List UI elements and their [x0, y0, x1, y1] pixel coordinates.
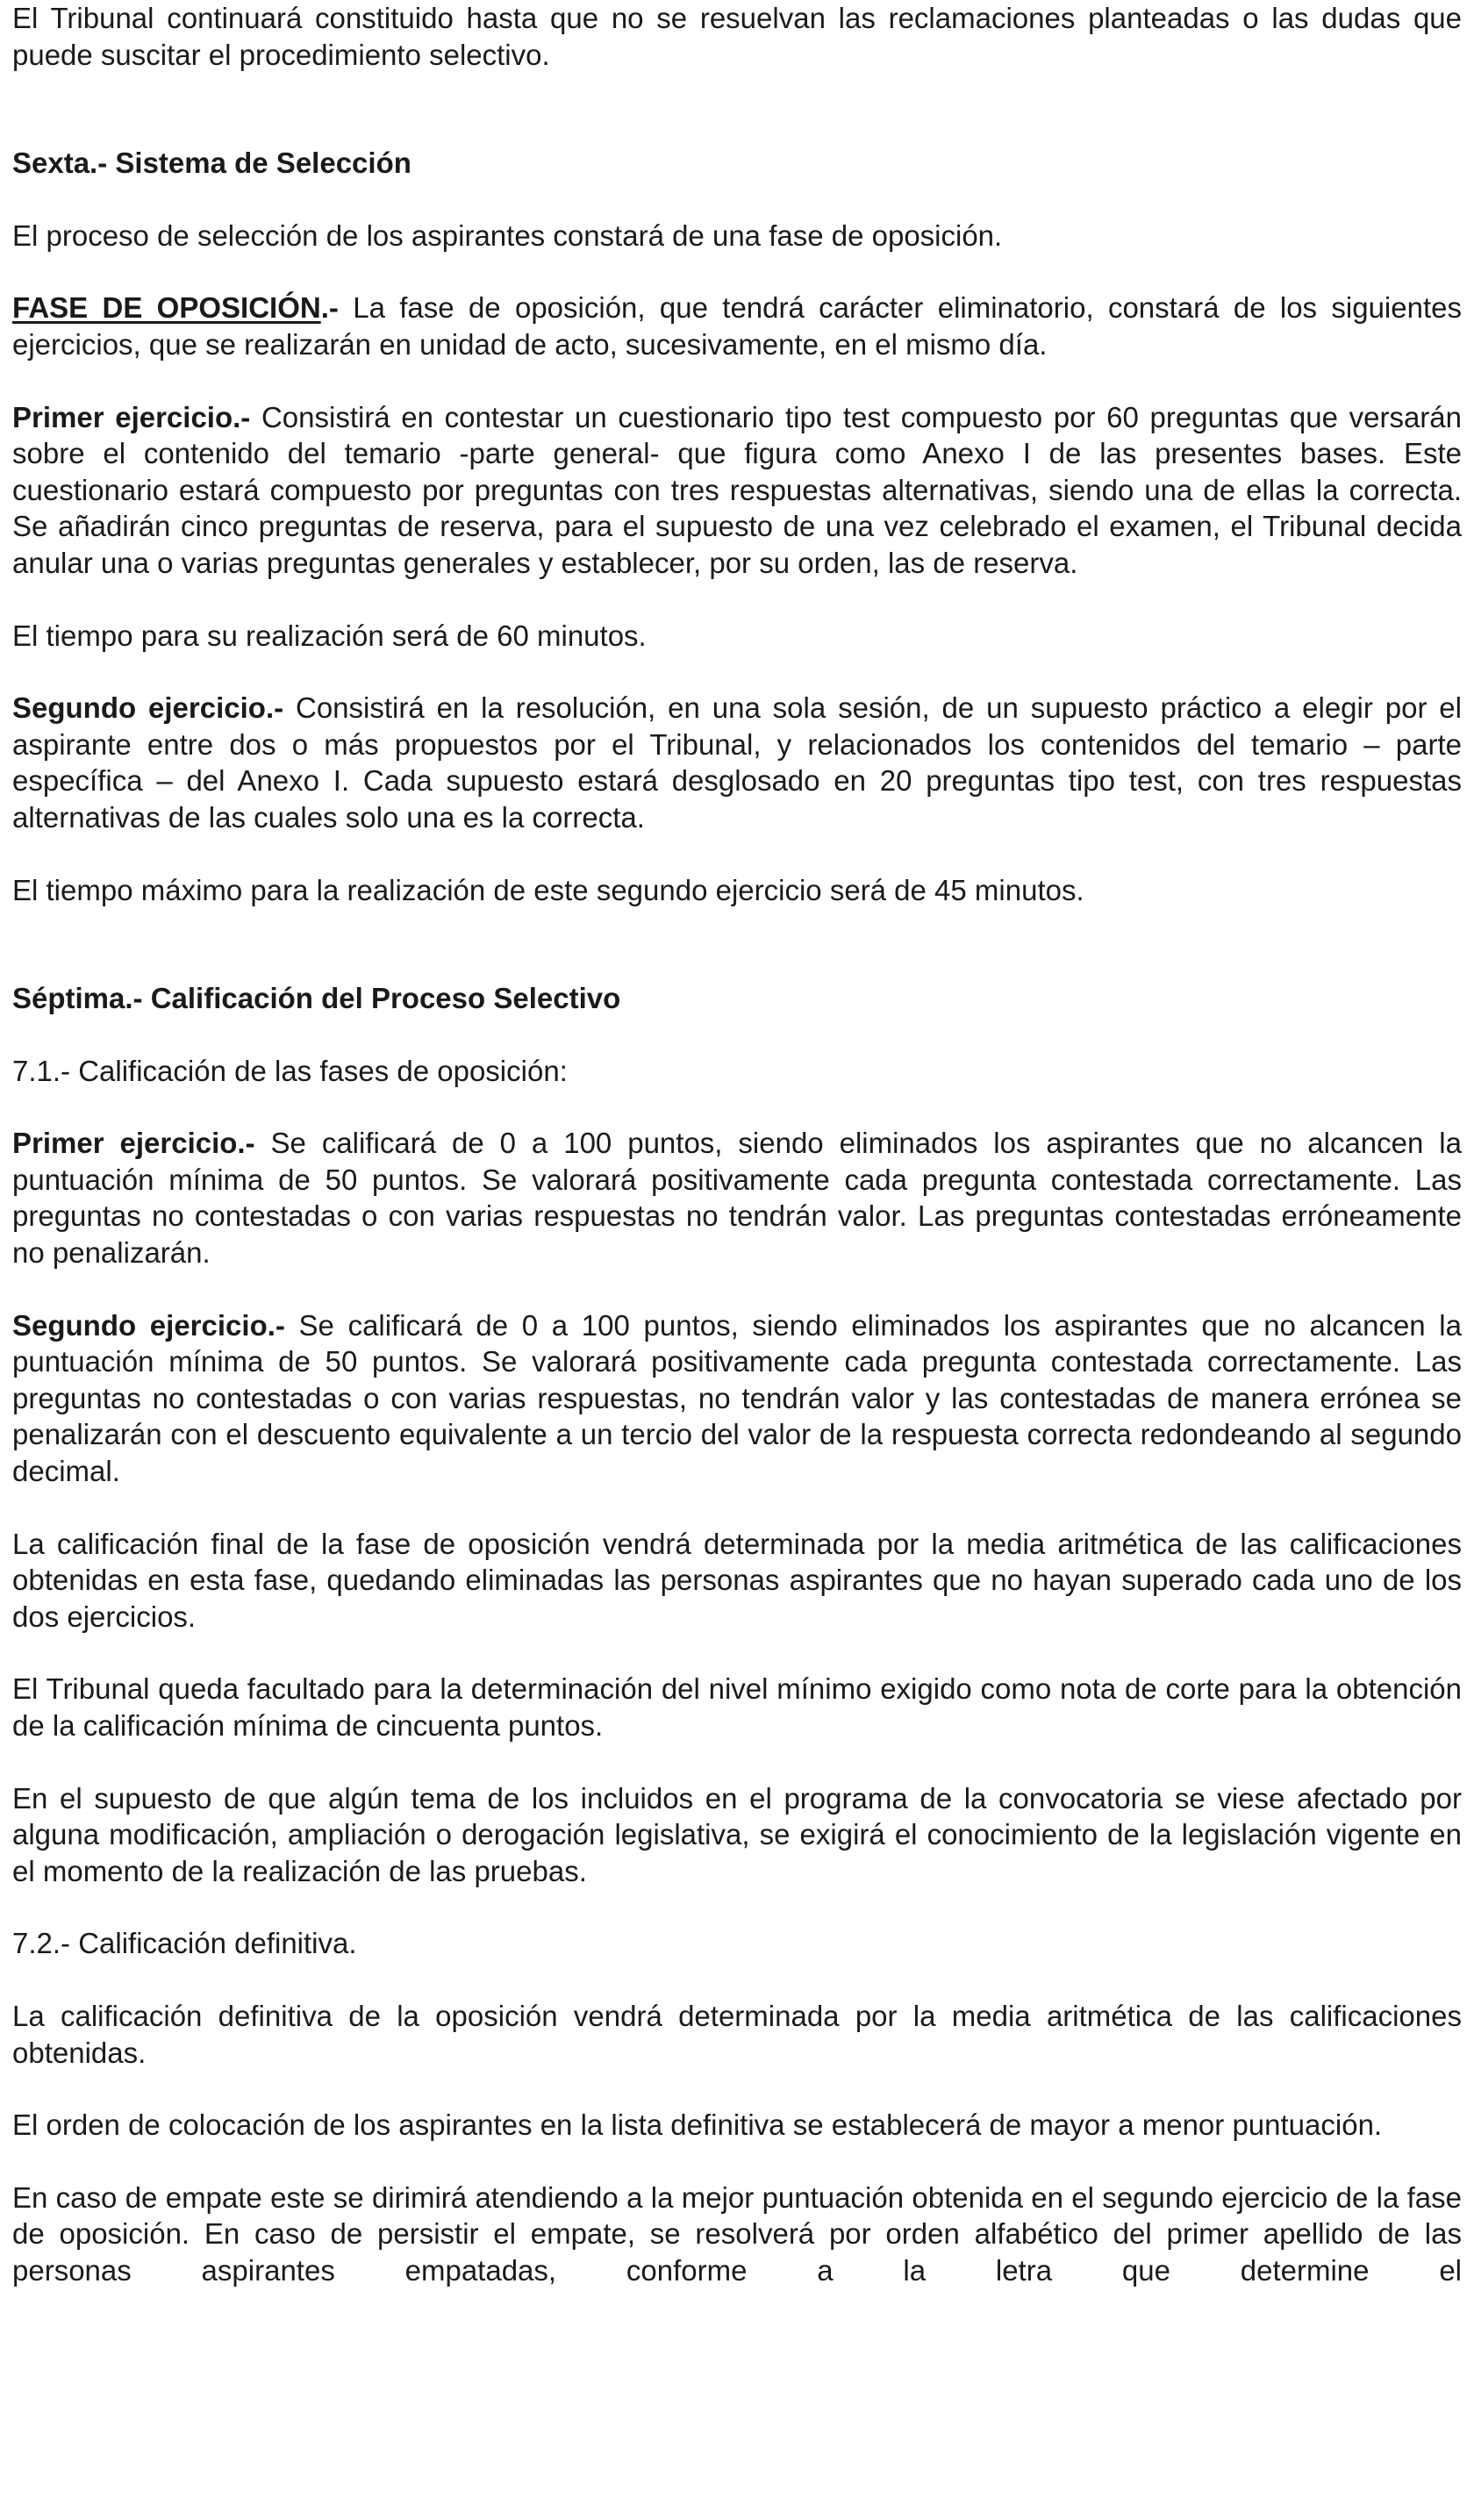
sexta-paragraph: El proceso de selección de los aspirantes constará de una fase de oposición.: [12, 218, 1003, 252]
section-heading-sexta: Sexta.- Sistema de Selección: [12, 147, 411, 180]
tribunal-facultado-paragraph: El Tribunal queda facultado para la determinación del nivel mínimo exigido como nota de corte para la obtención de la calificación mínima de cincuenta puntos.: [12, 1672, 1462, 1742]
intro-paragraph: El Tribunal continuará constituido hasta que no se resuelvan las reclamaciones planteadas o las dudas que puede suscitar el procedimiento selectivo.: [12, 2, 1462, 71]
tiempo-segundo-paragraph: El tiempo máximo para la realización de este segundo ejercicio será de 45 minutos.: [12, 873, 1084, 906]
spacer: [12, 944, 1462, 980]
subsection-7-1: 7.1.- Calificación de las fases de oposición:: [12, 1054, 568, 1087]
orden-colocacion-paragraph: El orden de colocación de los aspirantes en la lista definitiva se establecerá de mayor a menor puntuación.: [12, 2108, 1383, 2142]
primer-ejercicio-paragraph: [12, 399, 1462, 582]
segundo-ejercicio-text: Consistirá en la resolución, en una sola sesión, de un supuesto práctico a elegir por el aspirante entre dos o más propuestos por el Tribunal, y relacionados los contenidos del temario – parte específica – del Anexo I. Cada supuesto estará desglosado en 20 preguntas tipo test, con tres respuestas alternativas de las cuales solo una es la correcta.: [12, 691, 1462, 834]
calificacion-definitiva-paragraph: La calificación definitiva de la oposición vendrá determinada por la media aritmética de las calificaciones obtenidas.: [12, 1999, 1462, 2069]
calificacion-segundo-paragraph: [12, 1307, 1462, 1490]
empate-paragraph: En caso de empate este se dirimirá atendiendo a la mejor puntuación obtenida en el segundo ejercicio de la fase de oposición. En caso de persistir el empate, se resolverá por orden alfabético del primer apellido de las personas aspirantes empatadas, conforme a la letra que determine el: [12, 2180, 1462, 2287]
tiempo-primer-paragraph: El tiempo para su realización será de 60 minutos.: [12, 619, 647, 652]
document-page: [12, 0, 1462, 2325]
segundo-ejercicio-label: Segundo ejercicio.-: [12, 691, 284, 725]
fase-oposicion-paragraph: [12, 290, 1462, 362]
spacer: [12, 109, 1462, 145]
calificacion-segundo-label: Segundo ejercicio.-: [12, 1308, 285, 1342]
subsection-7-2: 7.2.- Calificación definitiva.: [12, 1927, 357, 1960]
calificacion-segundo-text: Se calificará de 0 a 100 puntos, siendo eliminados los aspirantes que no alcancen la puntuación mínima de 50 puntos. Se valorará positivamente cada pregunta contestada correctamente. Las preguntas no contestadas o con varias respuestas, no tendrán valor y las contestadas de manera errónea se penalizarán con el descuento equivalente a un tercio del valor de la respuesta correcta redondeando al segundo decimal.: [12, 1308, 1462, 1488]
fase-oposicion-label-suffix: .-: [320, 291, 339, 325]
calificacion-primer-paragraph: [12, 1125, 1462, 1271]
fase-oposicion-text: La fase de oposición, que tendrá carácter eliminatorio, constará de los siguientes ejercicios, que se realizarán en unidad de acto, sucesivamente, en el mismo día.: [12, 291, 1462, 361]
calificacion-final-paragraph: La calificación final de la fase de oposición vendrá determinada por la media aritmética de las calificaciones obtenidas en esta fase, quedando eliminadas las personas aspirantes que no hayan superado cada uno de los dos ejercicios.: [12, 1527, 1462, 1633]
primer-ejercicio-text: Consistirá en contestar un cuestionario tipo test compuesto por 60 preguntas que versarán sobre el contenido del temario -parte general- que figura como Anexo I de las presentes bases. Este cuestionario estará compuesto por preguntas con tres respuestas alternativas, siendo una de ellas la correcta. Se añadirán cinco preguntas de reserva, para el supuesto de una vez celebrado el examen, el Tribunal decida anular una o varias preguntas generales y establecer, por su orden, las de reserva.: [12, 400, 1463, 579]
calificacion-primer-text: Se calificará de 0 a 100 puntos, siendo eliminados los aspirantes que no alcancen la puntuación mínima de 50 puntos. Se valorará positivamente cada pregunta contestada correctamente. Las preguntas no contestadas o con varias respuestas no tendrán valor. Las preguntas contestadas erróneamente no penalizarán.: [12, 1127, 1462, 1270]
section-heading-septima: Séptima.- Calificación del Proceso Selectivo: [12, 982, 621, 1015]
primer-ejercicio-label: Primer ejercicio.-: [12, 400, 251, 433]
segundo-ejercicio-paragraph: [12, 690, 1462, 835]
supuesto-tema-paragraph: En el supuesto de que algún tema de los incluidos en el programa de la convocatoria se viese afectado por alguna modificación, ampliación o derogación legislativa, se exigirá el conocimiento de la legislación vigente en el momento de la realización de las pruebas.: [12, 1781, 1462, 1887]
calificacion-primer-label: Primer ejercicio.-: [12, 1127, 255, 1160]
fase-oposicion-label: FASE DE OPOSICIÓN: [12, 291, 321, 325]
